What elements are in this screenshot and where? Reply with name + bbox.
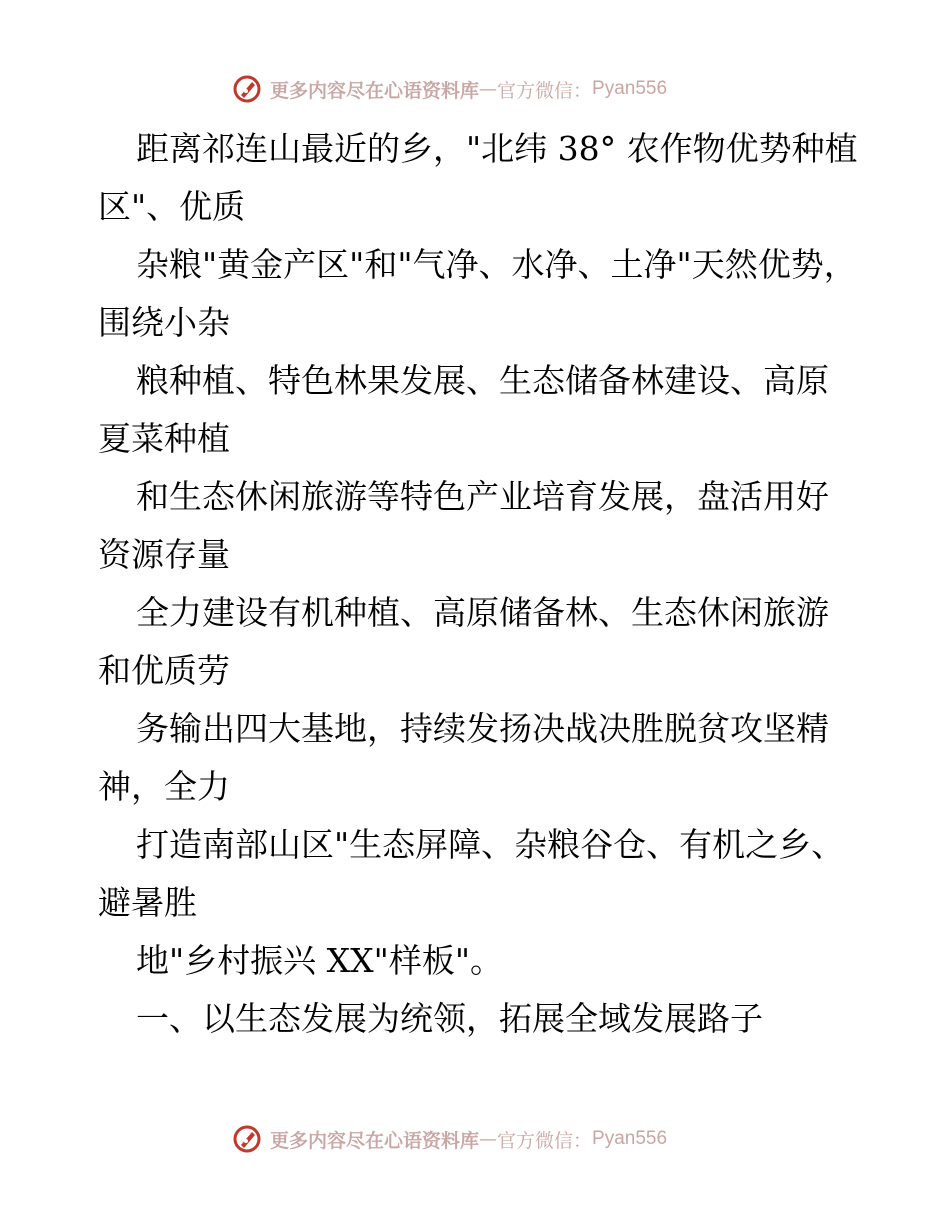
- section-heading: 一、以生态发展为统领，拓展全域发展路子: [136, 999, 763, 1038]
- paragraph-1: 距离祁连山最近的乡，"北纬 38° 农作物优势种植区"、优质: [98, 129, 858, 226]
- wechat-account: Pyan556: [592, 78, 668, 99]
- paragraph-6: 务输出四大基地，持续发扬决战决胜脱贫攻坚精神，全力: [98, 709, 829, 806]
- paragraph-7: 打造南部山区"生态屏障、杂粮谷仓、有机之乡、避暑胜: [98, 825, 845, 922]
- brand-text: 更多内容尽在心语资料库: [270, 79, 480, 102]
- paragraph-4: 和生态休闲旅游等特色产业培育发展，盘活用好资源存量: [98, 477, 829, 574]
- header-watermark-banner: [232, 72, 752, 106]
- brand-text: 更多内容尽在心语资料库: [270, 1129, 480, 1152]
- pen-logo-icon: [232, 74, 262, 104]
- paragraph-5: 全力建设有机种植、高原储备林、生态休闲旅游和优质劳: [98, 593, 829, 690]
- document-body: [98, 120, 858, 1048]
- wechat-label: 官方微信：: [497, 1129, 593, 1152]
- paragraph-8: 地"乡村振兴 XX"样板"。: [136, 941, 504, 980]
- wechat-account: Pyan556: [592, 1128, 668, 1149]
- footer-watermark-banner: [232, 1122, 752, 1156]
- separator-dash: —: [479, 1128, 498, 1150]
- paragraph-2: 杂粮"黄金产区"和"气净、水净、土净"天然优势，围绕小杂: [98, 245, 857, 342]
- pen-logo-icon: [232, 1124, 262, 1154]
- separator-dash: —: [479, 78, 498, 100]
- wechat-label: 官方微信：: [497, 79, 593, 102]
- paragraph-3: 粮种植、特色林果发展、生态储备林建设、高原夏菜种植: [98, 361, 829, 458]
